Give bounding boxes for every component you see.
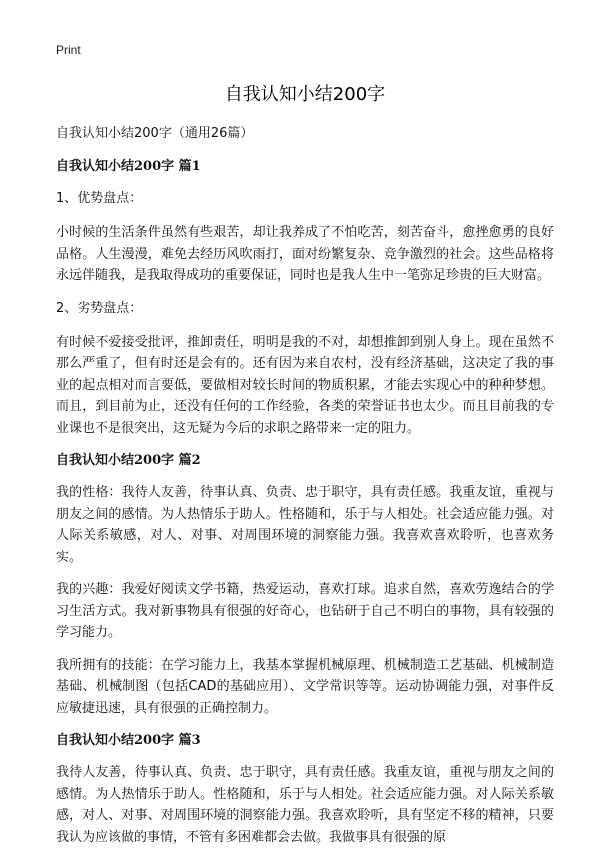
paragraph: 小时候的生活条件虽然有些艰苦，却让我养成了不怕吃苦，刻苦奋斗，愈挫愈勇的良好品格。人生漫漫，难免去经历风吹雨打，面对纷繁复杂、竞争激烈的社会。这些品格将永远伴随我，是我取得成功的重要保证，同时也是我人生中一笔弥足珍贵的巨大财富。 [56,225,554,283]
weaknesses-label: 2、劣势盘点： [56,300,143,316]
section-1 [56,156,554,439]
paragraph: 我的兴趣：我爱好阅读文学书籍，热爱运动，喜欢打球。追求自然，喜欢劳逸结合的学习生活方式。我对新事物具有很强的好奇心，也钻研于自己不明白的事物，具有较强的学习能力。 [56,582,554,640]
page-title: 自我认知小结200字 [224,84,386,105]
section-heading: 自我认知小结200字 篇1 [56,159,201,174]
paragraph: 有时候不爱接受批评，推卸责任，明明是我的不对，却想推卸到别人身上。现在虽然不那么严重了，但有时还是会有的。还有因为来自农村，没有经济基础，这决定了我的事业的起点相对而言要低，要做相对较长时间的物质积累，才能去实现心中的种种梦想。而且，到目前为止，还没有任何的工作经验，各类的荣誉证书也太少。而且目前我的专业课也不是很突出，这无疑为今后的求职之路带来一定的阻力。 [56,334,554,436]
paragraph: 我所拥有的技能：在学习能力上，我基本掌握机械原理、机械制造工艺基础、机械制造基础、机械制图（包括CAD的基础应用）、文学常识等等。运动协调能力强，对事件反应敏捷迅速，具有很强的正确控制力。 [56,657,554,716]
section-3 [56,730,554,848]
strengths-label: 1、优势盘点： [56,191,143,206]
paragraph: 我待人友善，待事认真、负责、忠于职守，具有责任感。我重友谊，重视与朋友之间的感情。为人热情乐于助人。性格随和，乐于与人相处。社会适应能力强。对人际关系敏感，对人、对事、对周围环境的洞察能力强。我喜欢聆听，具有坚定不移的精神，只要我认为应该做的事情，不管有多困难都会去做。我做事具有很强的原 [56,765,554,845]
section-heading: 自我认知小结200字 篇2 [56,453,201,468]
document-subtitle: 自我认知小结200字（通用26篇） [56,126,254,141]
print-label[interactable]: Print [56,43,81,57]
section-heading: 自我认知小结200字 篇3 [56,733,201,748]
paragraph: 我的性格：我待人友善，待事认真、负责、忠于职守，具有责任感。我重友谊，重视与朋友之间的感情。为人热情乐于助人。性格随和，乐于与人相处。社会适应能力强。对人际关系敏感，对人、对事、对周围环境的洞察能力强。我喜欢喜欢聆听，也喜欢务实。 [56,485,554,565]
section-2 [56,450,554,719]
